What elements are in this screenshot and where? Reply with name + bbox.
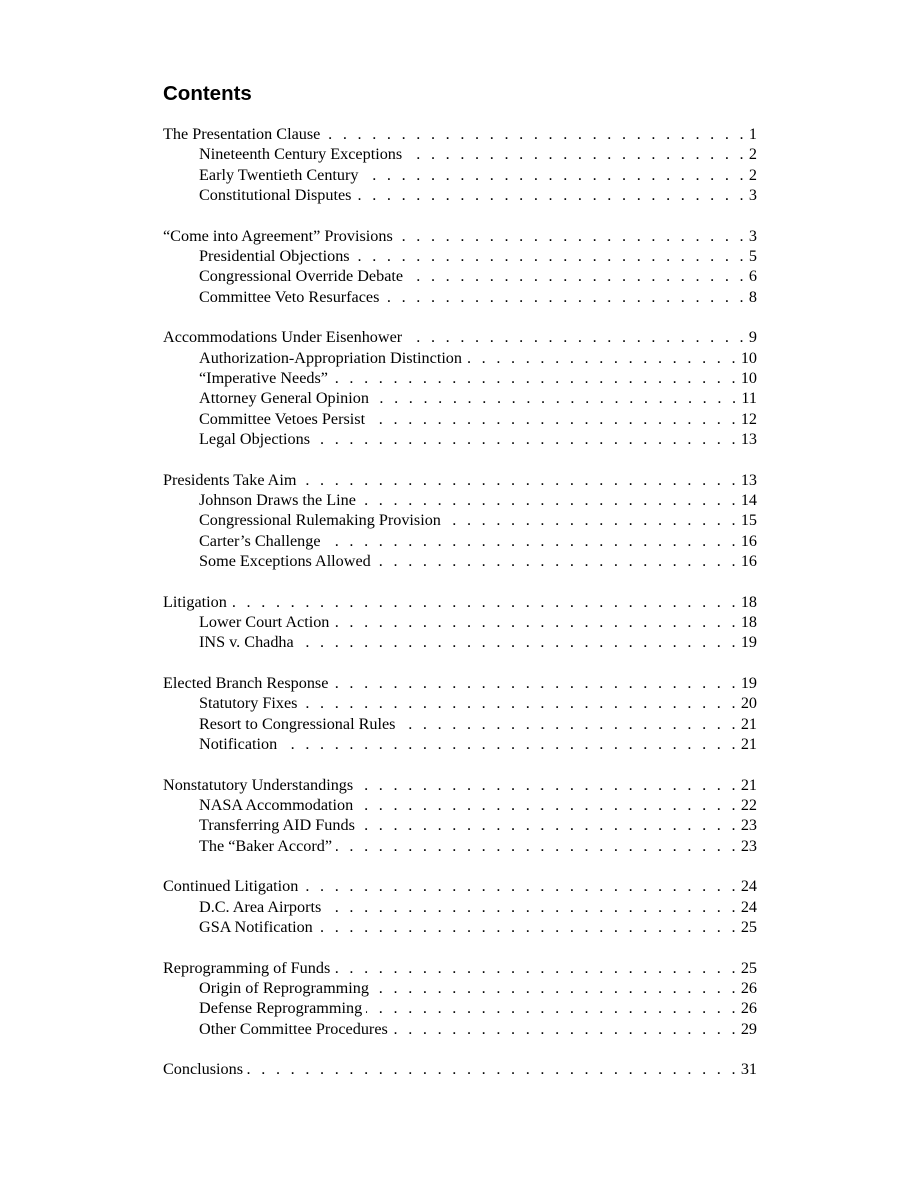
entry-title: Nonstatutory Understandings [163, 775, 354, 794]
subentry-title: Committee Vetoes Persist [199, 409, 366, 428]
dot-leader [397, 226, 747, 246]
toc-section [163, 673, 757, 754]
subentry-title: Authorization-Appropriation Distinction [199, 348, 462, 367]
dot-leader [359, 815, 739, 835]
page-number: 1 [748, 125, 757, 143]
subentry-title: Notification [199, 734, 278, 753]
page-number: 12 [740, 409, 757, 428]
page-number: 3 [748, 185, 757, 204]
page-number: 15 [740, 511, 757, 530]
subentry-title: INS v. Chadha [199, 633, 294, 652]
page-number: 19 [740, 633, 757, 652]
page-number: 6 [748, 267, 757, 286]
dot-leader [325, 897, 739, 917]
dot-leader [406, 327, 747, 347]
page-number: 11 [741, 389, 757, 408]
page-number: 21 [740, 734, 757, 753]
contents-page [163, 78, 757, 1100]
subentry-title: Early Twentieth Century [199, 165, 359, 184]
toc-subentry-statutory-fixes[interactable] [163, 693, 757, 713]
page-number: 23 [740, 836, 757, 855]
toc-entry-accommodations-under-eisenhower[interactable] [163, 327, 757, 347]
dot-leader [231, 592, 739, 612]
subentry-title: Congressional Override Debate [199, 267, 404, 286]
dot-leader [366, 998, 739, 1018]
subentry-title: Legal Objections [199, 429, 311, 448]
page-number: 21 [740, 714, 757, 733]
dot-leader [281, 734, 739, 754]
toc-subentry-johnson-draws-the-line[interactable] [163, 490, 757, 510]
page-number: 13 [740, 429, 757, 448]
page-number: 26 [740, 979, 757, 998]
dot-leader [373, 388, 739, 408]
subentry-title: Nineteenth Century Exceptions [199, 145, 403, 164]
toc-subentry-origin-of-reprogramming[interactable] [163, 978, 757, 998]
dot-leader [317, 917, 739, 937]
dot-leader [336, 836, 739, 856]
toc-subentry-early-twentieth-century[interactable] [163, 165, 757, 185]
entry-title: Accommodations Under Eisenhower [163, 328, 403, 347]
subentry-title: Other Committee Procedures [199, 1019, 388, 1038]
toc-section [163, 226, 757, 307]
toc-subentry-ins-v-chadha[interactable] [163, 632, 757, 652]
toc-entry-the-presentation-clause[interactable] [163, 124, 757, 144]
entry-title: The Presentation Clause [163, 125, 321, 143]
toc-section [163, 592, 757, 653]
dot-leader [332, 673, 738, 693]
toc-section [163, 775, 757, 856]
toc-entry-litigation[interactable] [163, 592, 757, 612]
dot-leader [332, 368, 739, 388]
toc-subentry-imperative-needs[interactable] [163, 368, 757, 388]
page-number: 29 [740, 1019, 757, 1038]
toc-section [163, 958, 757, 1039]
page-number: 2 [748, 165, 757, 184]
toc-section [163, 876, 757, 937]
subentry-title: GSA Notification [199, 918, 313, 936]
toc-entry-presidents-take-aim[interactable] [163, 470, 757, 490]
page-number: 8 [748, 287, 757, 306]
page-number: 19 [740, 674, 757, 693]
dot-leader [375, 551, 739, 571]
toc-entry-reprogramming-of-funds[interactable] [163, 958, 757, 978]
subentry-title: Attorney General Opinion [199, 389, 369, 408]
subentry-title: Presidential Objections [199, 246, 350, 265]
page-number: 31 [740, 1060, 757, 1079]
toc-subentry-defense-reprogramming[interactable] [163, 998, 757, 1018]
page-number: 13 [740, 470, 757, 489]
subentry-title: Johnson Draws the Line [199, 490, 356, 509]
toc-entry-elected-branch-response[interactable] [163, 673, 757, 693]
subentry-title: “Imperative Needs” [199, 368, 328, 387]
dot-leader [360, 490, 739, 510]
page-number: 14 [740, 490, 757, 509]
page-number: 18 [740, 612, 757, 631]
dot-leader [298, 632, 739, 652]
entry-title: Presidents Take Aim [163, 470, 297, 489]
dot-leader [466, 348, 739, 368]
dot-leader [325, 531, 739, 551]
dot-leader [300, 470, 738, 490]
toc-subentry-d-c-area-airports[interactable] [163, 897, 757, 917]
subentry-title: NASA Accommodation [199, 796, 354, 815]
dot-leader [247, 1059, 739, 1079]
dot-leader [383, 287, 746, 307]
subentry-title: Origin of Reprogramming [199, 979, 369, 998]
toc-section [163, 470, 757, 571]
subentry-title: Carter’s Challenge [199, 531, 321, 550]
toc-subentry-nineteenth-century-exceptions[interactable] [163, 144, 757, 164]
toc-subentry-nasa-accommodation[interactable] [163, 795, 757, 815]
dot-leader [357, 775, 739, 795]
dot-leader [373, 978, 739, 998]
page-number: 9 [748, 328, 757, 347]
subentry-title: Congressional Rulemaking Provision [199, 511, 441, 530]
dot-leader [407, 266, 747, 286]
entry-title: Conclusions [163, 1060, 244, 1079]
page-number: 18 [740, 592, 757, 611]
toc-section [163, 124, 757, 205]
toc-subentry-some-exceptions-allowed[interactable] [163, 551, 757, 571]
toc-subentry-authorization-appropriation-distinction[interactable] [163, 348, 757, 368]
toc-section [163, 1059, 757, 1079]
toc-subentry-presidential-objections[interactable] [163, 246, 757, 266]
dot-leader [324, 124, 747, 144]
toc-entry-come-into-agreement-provisions[interactable] [163, 226, 757, 246]
dot-leader [334, 958, 739, 978]
dot-leader [301, 693, 738, 713]
toc-subentry-notification[interactable] [163, 734, 757, 754]
dot-leader [363, 165, 747, 185]
toc-subentry-committee-veto-resurfaces[interactable] [163, 287, 757, 307]
toc-subentry-transferring-aid-funds[interactable] [163, 815, 757, 835]
entry-title: “Come into Agreement” Provisions [163, 226, 393, 245]
table-of-contents [163, 124, 757, 1080]
page-number: 23 [740, 816, 757, 835]
subentry-title: Statutory Fixes [199, 694, 298, 713]
dot-leader [392, 1019, 739, 1039]
page-number: 2 [748, 145, 757, 164]
subentry-title: Transferring AID Funds [199, 816, 355, 835]
subentry-title: D.C. Area Airports [199, 897, 322, 916]
entry-title: Reprogramming of Funds [163, 958, 331, 977]
page-number: 24 [740, 897, 757, 916]
page-number: 16 [740, 531, 757, 550]
page-number: 24 [740, 877, 757, 896]
toc-section [163, 327, 757, 449]
dot-leader [302, 876, 738, 896]
dot-leader [357, 795, 739, 815]
toc-subentry-constitutional-disputes[interactable] [163, 185, 757, 205]
page-number: 21 [740, 775, 757, 794]
dot-leader [333, 612, 738, 632]
page-number: 26 [740, 999, 757, 1018]
toc-subentry-legal-objections[interactable] [163, 429, 757, 449]
page-number: 25 [740, 918, 757, 936]
toc-subentry-carter-s-challenge[interactable] [163, 531, 757, 551]
page-number: 3 [748, 226, 757, 245]
toc-subentry-the-baker-accord[interactable] [163, 836, 757, 856]
subentry-title: The “Baker Accord” [199, 836, 333, 855]
page-number: 10 [740, 348, 757, 367]
dot-leader [406, 144, 747, 164]
dot-leader [354, 246, 747, 266]
toc-subentry-congressional-rulemaking-provision[interactable] [163, 510, 757, 530]
page-title: Contents [163, 82, 252, 105]
toc-subentry-attorney-general-opinion[interactable] [163, 388, 757, 408]
page-number: 16 [740, 551, 757, 570]
subentry-title: Some Exceptions Allowed [199, 551, 371, 570]
subentry-title: Defense Reprogramming [199, 999, 363, 1018]
entry-title: Elected Branch Response [163, 674, 329, 693]
toc-subentry-lower-court-action[interactable] [163, 612, 757, 632]
subentry-title: Committee Veto Resurfaces [199, 287, 380, 306]
subentry-title: Lower Court Action [199, 612, 330, 631]
dot-leader [355, 185, 746, 205]
toc-subentry-committee-vetoes-persist[interactable] [163, 409, 757, 429]
page-number: 22 [740, 796, 757, 815]
entry-title: Litigation [163, 592, 227, 611]
toc-entry-conclusions[interactable] [163, 1059, 757, 1079]
page-number: 20 [740, 694, 757, 713]
subentry-title: Constitutional Disputes [199, 185, 352, 204]
toc-subentry-other-committee-procedures[interactable] [163, 1019, 757, 1039]
toc-subentry-resort-to-congressional-rules[interactable] [163, 714, 757, 734]
subentry-title: Resort to Congressional Rules [199, 714, 396, 733]
dot-leader [369, 409, 739, 429]
toc-subentry-gsa-notification[interactable] [163, 917, 757, 937]
dot-leader [400, 714, 739, 734]
page-number: 25 [740, 958, 757, 977]
dot-leader [314, 429, 739, 449]
page-number: 10 [740, 368, 757, 387]
toc-entry-nonstatutory-understandings[interactable] [163, 775, 757, 795]
dot-leader [445, 510, 739, 530]
toc-entry-continued-litigation[interactable] [163, 876, 757, 896]
entry-title: Continued Litigation [163, 877, 299, 896]
page-number: 5 [748, 246, 757, 265]
toc-subentry-congressional-override-debate[interactable] [163, 266, 757, 286]
